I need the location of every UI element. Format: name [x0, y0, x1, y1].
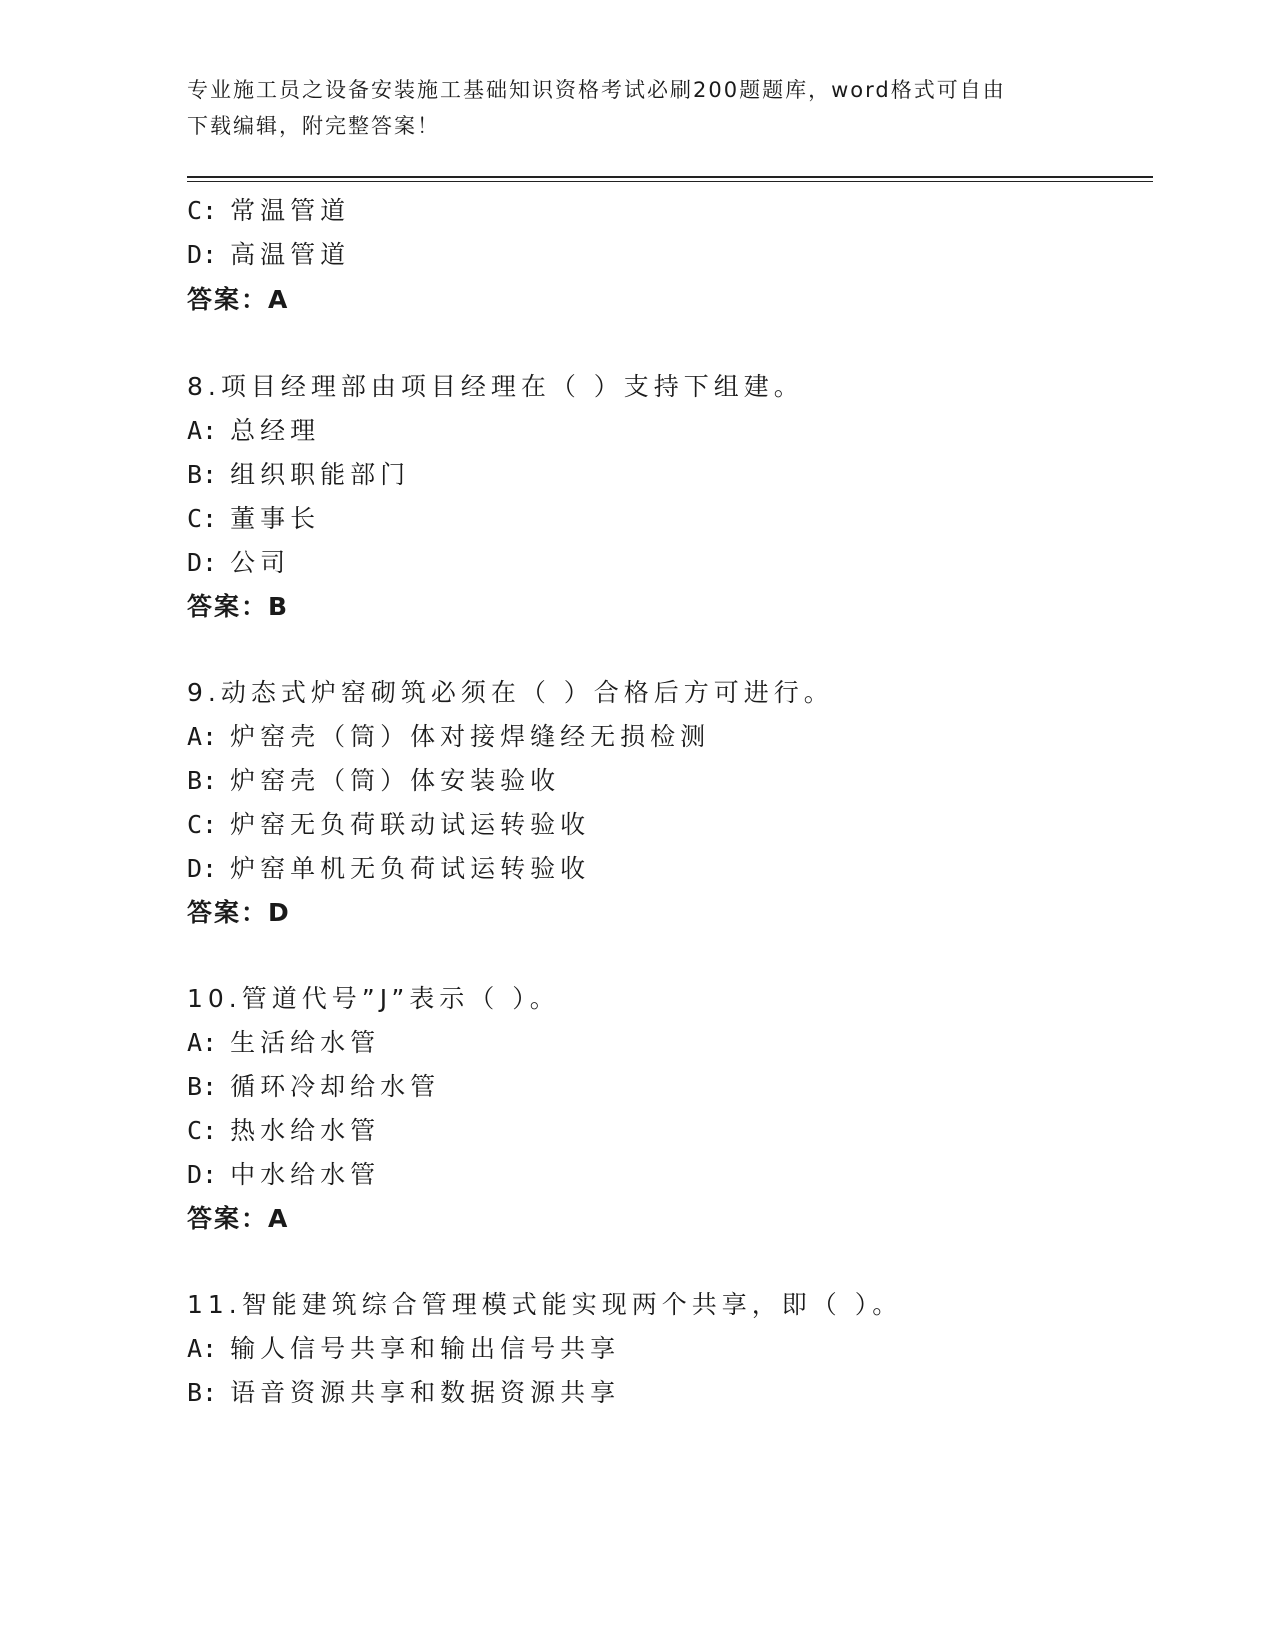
- option-label: B:: [187, 460, 218, 489]
- option-label: D:: [187, 240, 218, 269]
- option-c: [187, 191, 350, 227]
- option-label: A:: [187, 416, 218, 445]
- option-label: C:: [187, 196, 218, 225]
- option-text: 公司: [230, 548, 291, 577]
- option-text: 炉窑壳（筒）体安装验收: [230, 766, 561, 795]
- option-text: 循环冷却给水管: [230, 1072, 441, 1101]
- option-d: [187, 849, 590, 885]
- option-d: [187, 235, 350, 271]
- option-label: C:: [187, 810, 218, 839]
- option-b: [187, 761, 560, 797]
- option-text: 语音资源共享和数据资源共享: [230, 1378, 621, 1407]
- option-text: 热水给水管: [230, 1116, 381, 1145]
- option-text: 中水给水管: [230, 1160, 381, 1189]
- answer-line: 答案：D: [187, 898, 291, 927]
- option-c: [187, 805, 590, 841]
- option-label: B:: [187, 1378, 218, 1407]
- option-label: A:: [187, 722, 218, 751]
- option-label: B:: [187, 766, 218, 795]
- option-a: [187, 1329, 620, 1365]
- option-label: D:: [187, 1160, 218, 1189]
- option-b: [187, 1067, 440, 1103]
- option-label: D:: [187, 548, 218, 577]
- header-line-2: 下载编辑，附完整答案！: [187, 114, 440, 138]
- option-label: A:: [187, 1334, 218, 1363]
- option-text: 组织职能部门: [230, 460, 411, 489]
- option-a: [187, 1023, 380, 1059]
- question-10: 10.管道代号”J”表示（ ）。: [187, 984, 560, 1013]
- option-text: 炉窑壳（筒）体对接焊缝经无损检测: [230, 722, 711, 751]
- option-label: C:: [187, 1116, 218, 1145]
- option-label: B:: [187, 1072, 218, 1101]
- option-c: [187, 1111, 380, 1147]
- option-text: 高温管道: [230, 240, 351, 269]
- option-text: 总经理: [230, 416, 321, 445]
- option-b: [187, 1373, 620, 1409]
- option-text: 生活给水管: [230, 1028, 381, 1057]
- option-text: 常温管道: [230, 196, 351, 225]
- option-label: D:: [187, 854, 218, 883]
- answer-line: 答案：A: [187, 1204, 290, 1233]
- option-text: 炉窑无负荷联动试运转验收: [230, 810, 591, 839]
- header-divider-thick: [187, 176, 1153, 178]
- option-label: C:: [187, 504, 218, 533]
- answer-line: 答案：A: [187, 285, 290, 314]
- header-line-1: 专业施工员之设备安装施工基础知识资格考试必刷200题题库，word格式可自由: [187, 78, 1006, 102]
- header-divider-thin: [187, 181, 1153, 182]
- option-text: 董事长: [230, 504, 321, 533]
- question-8: 8.项目经理部由项目经理在（ ）支持下组建。: [187, 372, 804, 401]
- answer-line: 答案：B: [187, 592, 290, 621]
- option-d: [187, 543, 290, 579]
- option-label: A:: [187, 1028, 218, 1057]
- option-a: [187, 717, 710, 753]
- document-header: [187, 72, 1087, 144]
- question-11: 11.智能建筑综合管理模式能实现两个共享，即（ ）。: [187, 1290, 903, 1319]
- option-text: 输人信号共享和输出信号共享: [230, 1334, 621, 1363]
- option-a: [187, 411, 320, 447]
- option-text: 炉窑单机无负荷试运转验收: [230, 854, 591, 883]
- question-9: 9.动态式炉窑砌筑必须在（ ）合格后方可进行。: [187, 678, 834, 707]
- option-c: [187, 499, 320, 535]
- option-d: [187, 1155, 380, 1191]
- option-b: [187, 455, 410, 491]
